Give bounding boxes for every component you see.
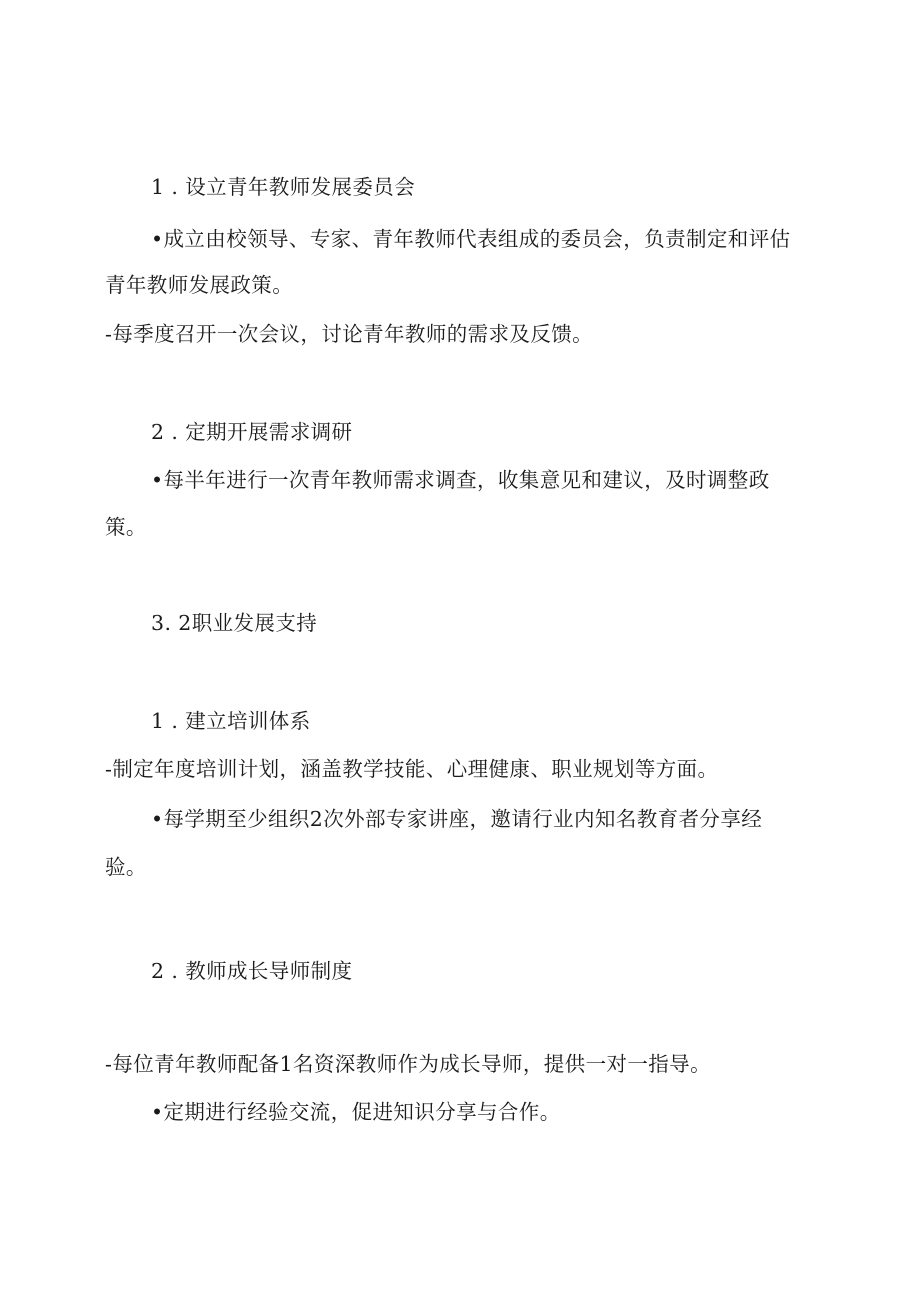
paragraph-survey-line-2: 策。 <box>105 515 147 539</box>
paragraph-mentor-pairing: -每位青年教师配备1名资深教师作为成长导师，提供一对一指导。 <box>105 1052 711 1076</box>
paragraph-lectures-line-2: 验。 <box>105 855 147 879</box>
paragraph-quarterly-meeting: -每季度召开一次会议，讨论青年教师的需求及反馈。 <box>105 322 594 346</box>
paragraph-survey-line-1: •每半年进行一次青年教师需求调查，收集意见和建议，及时调整政 <box>151 468 770 492</box>
section-heading-mentor: 2 . 教师成长导师制度 <box>151 959 353 983</box>
paragraph-experience-exchange: •定期进行经验交流，促进知识分享与合作。 <box>151 1100 561 1124</box>
section-heading-survey: 2 . 定期开展需求调研 <box>151 420 353 444</box>
paragraph-lectures-line-1: •每学期至少组织2次外部专家讲座，邀请行业内知名教育者分享经 <box>151 807 763 831</box>
section-heading-training: 1 . 建立培训体系 <box>151 709 311 733</box>
paragraph-committee-line-1: •成立由校领导、专家、青年教师代表组成的委员会，负责制定和评估 <box>151 227 791 251</box>
paragraph-training-plan: -制定年度培训计划，涵盖教学技能、心理健康、职业规划等方面。 <box>105 757 719 781</box>
paragraph-committee-line-2: 青年教师发展政策。 <box>105 273 294 297</box>
subsection-heading-career-support: 3. 2职业发展支持 <box>151 611 318 635</box>
section-heading-committee: 1 . 设立青年教师发展委员会 <box>151 175 416 199</box>
